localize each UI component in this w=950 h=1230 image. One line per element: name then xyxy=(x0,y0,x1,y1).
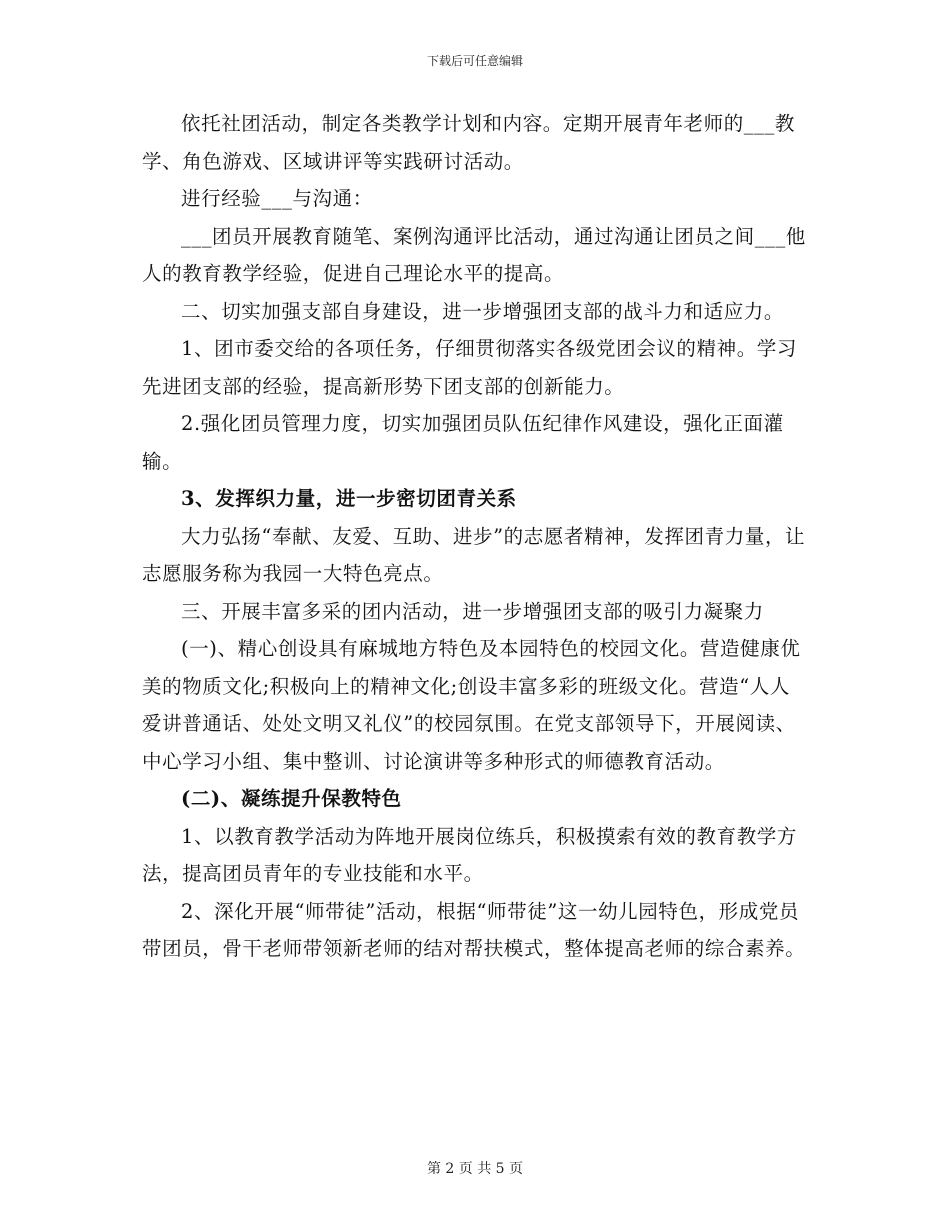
page-header-note: 下载后可任意编辑 xyxy=(426,54,523,68)
paragraph: 1、以教育教学活动为阵地开展岗位练兵，积极摸索有效的教育教学方法，提高团员青年的专业技能和水平。 xyxy=(142,824,798,885)
document-body xyxy=(142,105,808,968)
paragraph: 三、开展丰富多采的团内活动，进一步增强团支部的吸引力凝聚力 xyxy=(181,599,764,623)
section-heading: (二)、凝练提升保教特色 xyxy=(181,787,402,810)
paragraph: 2.强化团员管理力度，切实加强团员队伍纪律作风建设，强化正面灌输。 xyxy=(142,412,784,473)
paragraph: (一)、精心创设具有麻城地方特色及本园特色的校园文化。营造健康优美的物质文化;积极向上的精神文化;创设丰富多彩的班级文化。营造“人人爱讲普通话、处处文明又礼仪”的校园氛围。在党支部领导下，开展阅读、中心学习小组、集中整训、讨论演讲等多种形式的师德教育活动。 xyxy=(142,637,801,773)
section-heading: 3、发挥织力量，进一步密切团青关系 xyxy=(181,487,517,510)
paragraph: ___团员开展教育随笔、案例沟通评比活动，通过沟通让团员之间___他人的教育教学经验，促进自己理论水平的提高。 xyxy=(142,224,806,285)
page-number: 第 2 页 共 5 页 xyxy=(426,1161,524,1177)
paragraph: 依托社团活动，制定各类教学计划和内容。定期开展青年老师的___教学、角色游戏、区域讲评等实践研讨活动。 xyxy=(142,112,795,173)
paragraph: 二、切实加强支部自身建设，进一步增强团支部的战斗力和适应力。 xyxy=(181,299,785,323)
paragraph: 进行经验___与沟通： xyxy=(181,187,373,210)
paragraph: 1、团市委交给的各项任务，仔细贯彻落实各级党团会议的精神。学习先进团支部的经验，提高新形势下团支部的创新能力。 xyxy=(142,337,798,398)
paragraph: 2、深化开展“师带徒”活动，根据“师带徒”这一幼儿园特色，形成党员带团员，骨干老师带领新老师的结对帮扶模式，整体提高老师的综合素养。 xyxy=(142,899,806,960)
paragraph: 大力弘扬“奉献、友爱、互助、进步”的志愿者精神，发挥团青力量，让志愿服务称为我园一大特色亮点。 xyxy=(142,524,806,585)
